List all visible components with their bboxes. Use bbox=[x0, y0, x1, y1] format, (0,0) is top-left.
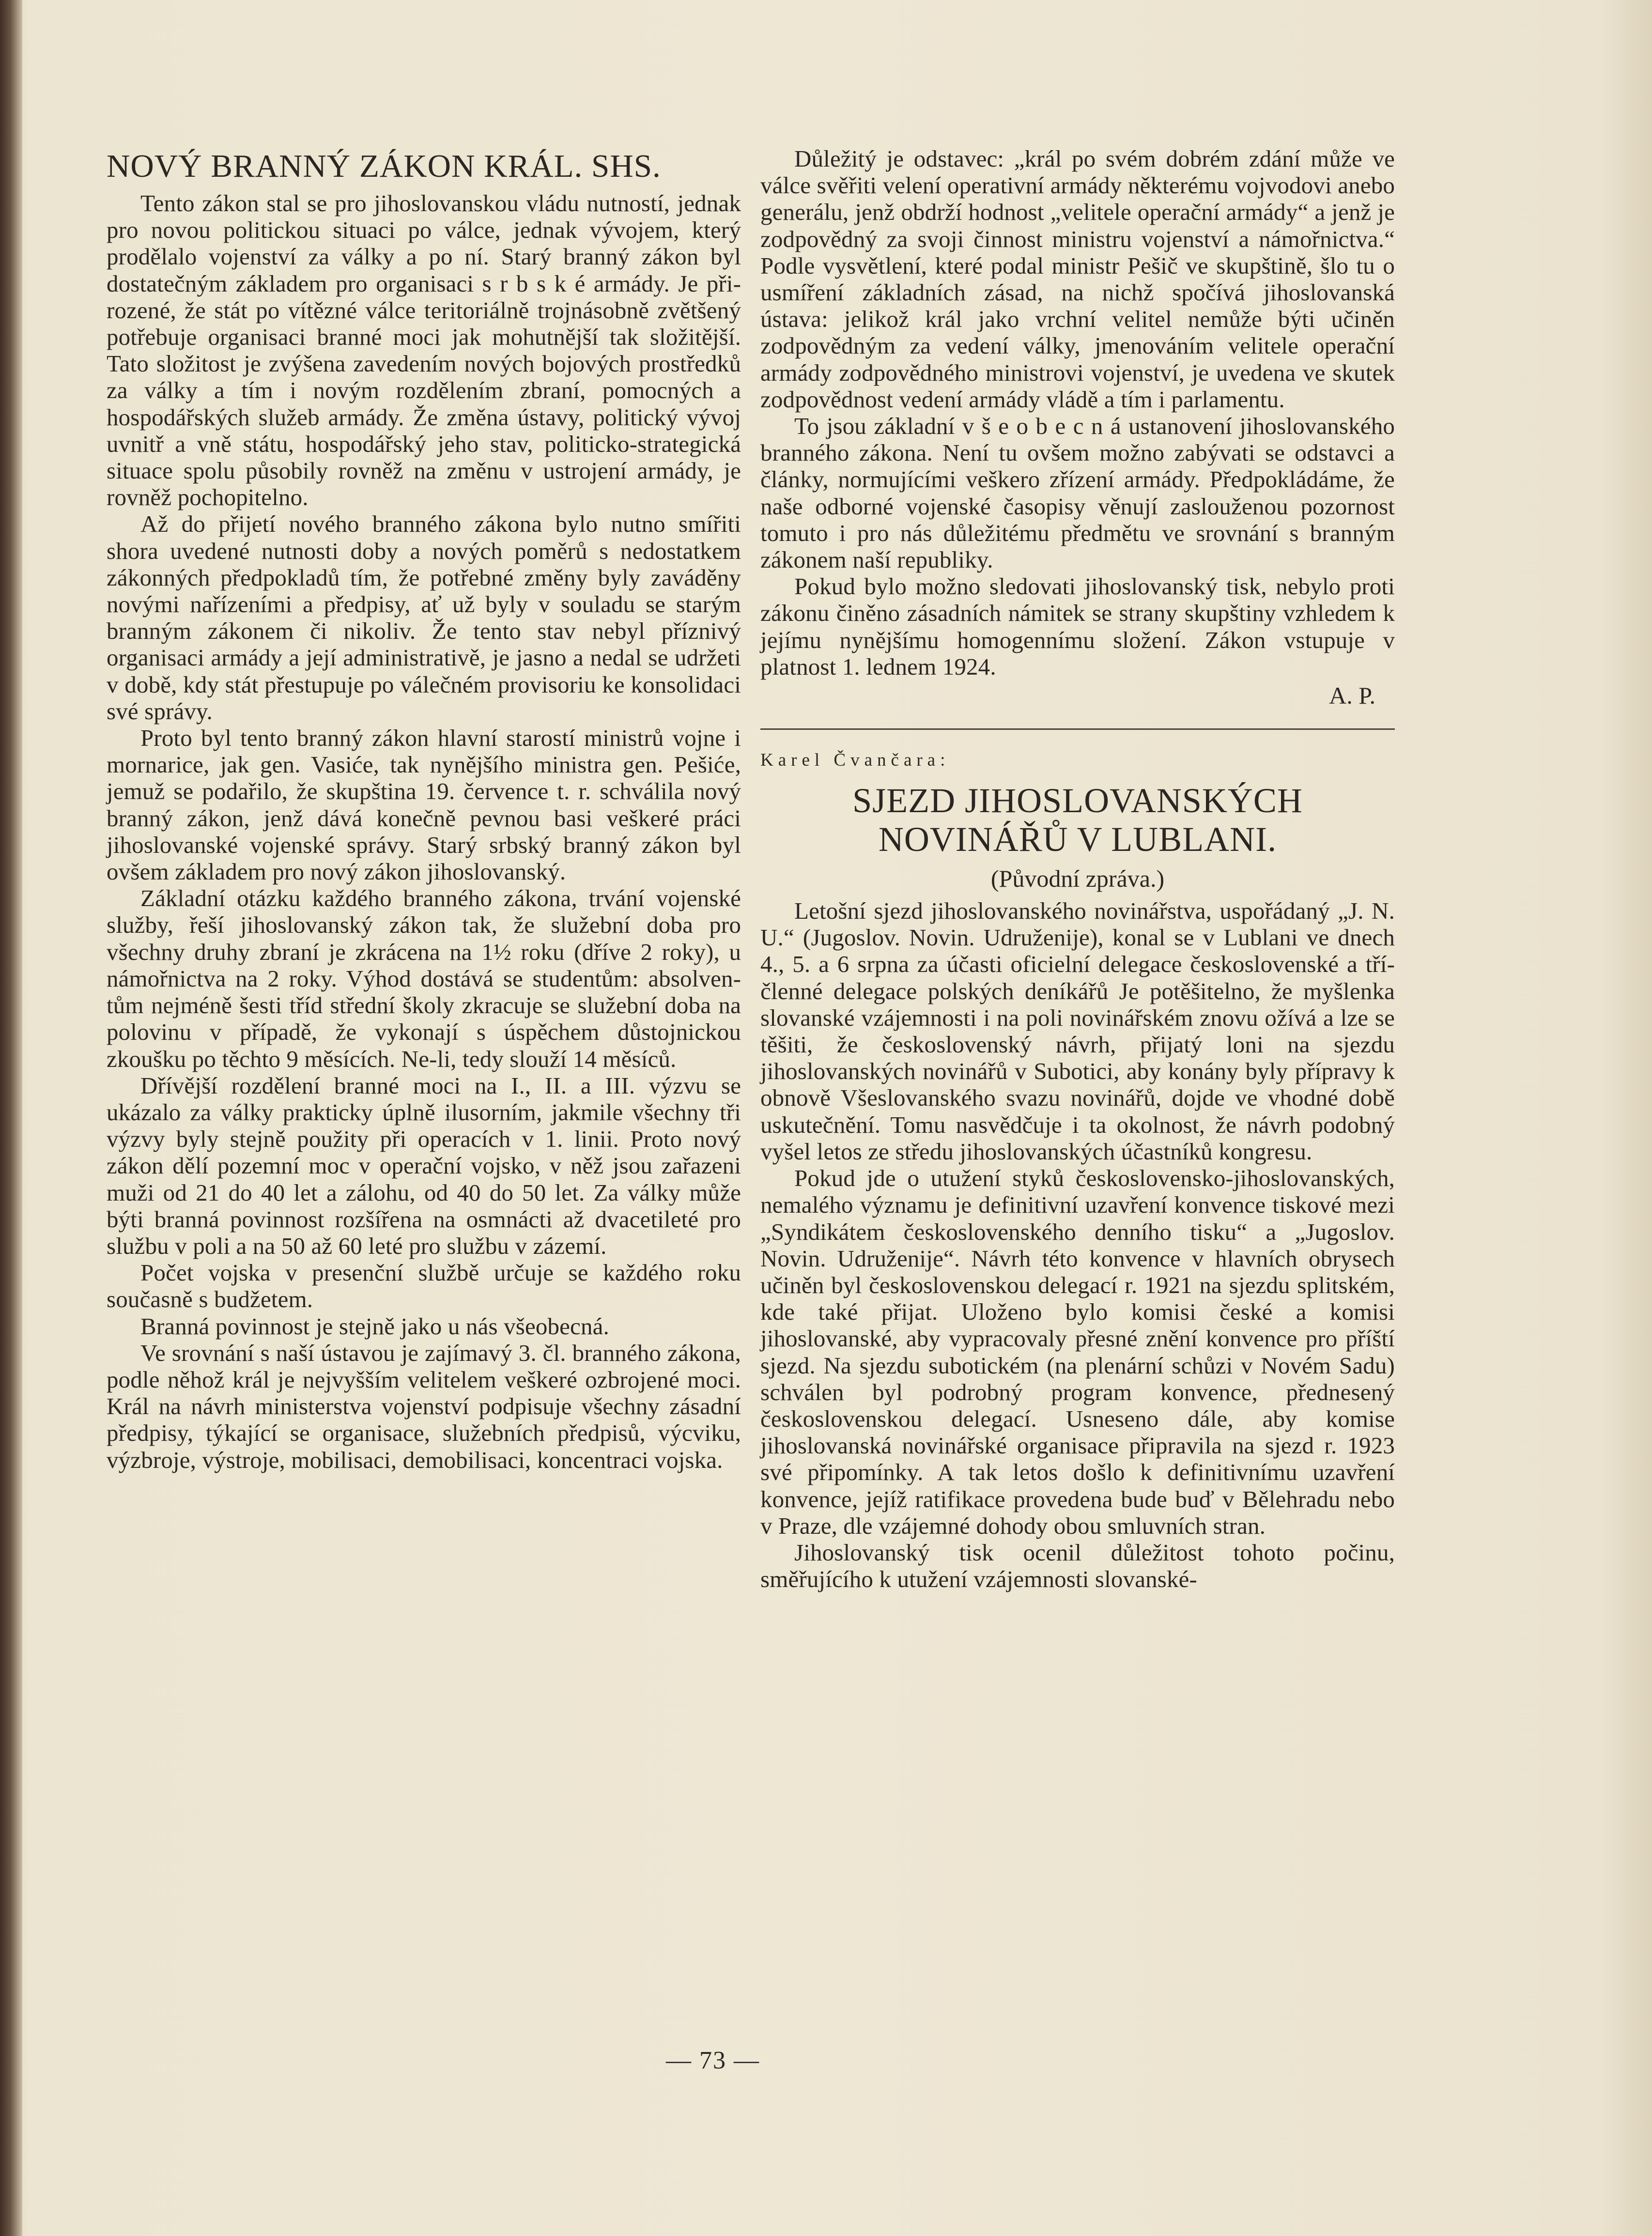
paragraph: Jihoslovanský tisk ocenil důležitost tohoto počinu, směřujícího k utužení vzájemnosti slovanské- bbox=[760, 1539, 1395, 1593]
paragraph: Branná povinnost je stejně jako u nás všeobecná. bbox=[140, 1312, 609, 1340]
article-title-line-1: SJEZD JIHOSLOVANSKÝCH bbox=[852, 781, 1303, 820]
paragraph: Až do přijetí nového branného zákona bylo nutno smířiti shora uvedené nutnosti doby a nových poměrů s nedostatkem zákonných předpokladů tím, že potřebné změny byly zaváděny novými nařízeními a předpisy, ať už byly v souladu se starým branným zákonem či nikoliv. Že tento stav nebyl příznivý organisaci armády a její administrativě, je jasno a nedal se udržeti v době, kdy stát přestupuje po válečném provisoriu ke konsolidaci své správy. bbox=[107, 510, 741, 725]
paragraph: To jsou základní v š e o b e c n á ustanovení jihoslovanského branného zákona. Není tu ovšem možno zabývati se odstavci a články, normujícími veškero zřízení armády. Předpokládáme, že naše odborné vojenské časopisy věnují zaslouženou pozornost tomuto i pro nás důležitému předmětu ve srovnání s branným zákonem naší republiky. bbox=[760, 413, 1395, 573]
section-divider bbox=[760, 728, 1395, 730]
paragraph: Proto byl tento branný zákon hlavní starostí ministrů vojne i mornarice, jak gen. Vasiće, tak nynějšího ministra gen. Pešiće, jemuž se podařilo, že skupština 19. července t. r. schválila nový branný zákon, jenž dává konečně pevnou basi veškeré práci jihoslovanské vojenské správy. Starý srbský branný zákon byl ovšem základem pro nový zákon jihoslovanský. bbox=[107, 725, 741, 885]
paragraph: Počet vojska v presenční službě určuje se každého roku současně s budžetem. bbox=[107, 1259, 741, 1313]
book-binding-edge bbox=[0, 0, 22, 2236]
article-title-line-2: NOVINÁŘŮ V LUBLANI. bbox=[878, 820, 1277, 859]
paragraph: Ve srovnání s naší ústavou je zajímavý 3. čl. branného zákona, podle něhož král je nejvyšším velitelem veškeré ozbrojené moci. Král na návrh ministerstva vojenství podpisuje všechny zásadní předpisy, týkající se organisace, služebních předpisů, výcviku, výzbroje, výstroje, mobilisaci, demobilisaci, koncentraci vojska. bbox=[107, 1339, 741, 1473]
article-heading-branny-zakon: NOVÝ BRANNÝ ZÁKON KRÁL. SHS. bbox=[107, 148, 661, 184]
right-column bbox=[760, 145, 1395, 1592]
paragraph: Letošní sjezd jihoslovanského novinářstva, uspořádaný „J. N. U.“ (Jugoslov. Novin. Udruženije), konal se v Lublani ve dnech 4., 5. a 6 srpna za účasti oficielní delegace československé a tříčlenné delegace polských deníkářů Je potěšitelno, že myšlenka slovanské vzájemnosti i na poli novinářském znovu ožívá a lze se těšiti, že československý návrh, přijatý loni na sjezdu jihoslovanských novinářů v Subotici, aby konány byly přípravy k obnově Všeslovanského svazu novinářů, dojde ve vhodné době uskutečnění. Tomu nasvědčuje i ta okolnost, že návrh podobný vyšel letos ze středu jihoslovanských účastníků kongresu. bbox=[760, 897, 1395, 1165]
paragraph: Základní otázku každého branného zákona, trvání vojenské služby, řeší jihoslovanský zákon tak, že služební doba pro všechny druhy zbraní je zkrácena na 1½ roku (dříve 2 roky), u námořnictva na 2 roky. Výhod dostává se studentům: absolventům nejméně šesti tříd střední školy zkracuje se služební doba na polovinu v případě, že vykonají s úspěchem důstojnickou zkoušku po těchto 9 měsících. Ne-li, tedy slouží 14 měsíců. bbox=[107, 885, 741, 1072]
article-subtitle: (Původní zpráva.) bbox=[990, 865, 1165, 893]
paragraph: Tento zákon stal se pro jihoslovanskou vládu nutností, jednak pro novou politickou situaci po válce, jednak vývojem, který prodělalo vojenství za války a po ní. Starý branný zákon byl dostatečným základem pro organisaci s r b s k é armády. Je přirozené, že stát po vítězné válce teritoriálně trojnásobně zvětšený potřebuje organisaci branné moci jak mohutnější tak složitější. Tato složitost je zvýšena zavedením nových bojových prostředků za války a tím i novým rozdělením zbraní, pomocných a hospodářských služeb armády. Že změna ústavy, politický vývoj uvnitř a vně státu, hospodářský jeho stav, politicko-strategická situace spolu působily rovněž na změnu v ustrojení armády, je rovněž pochopitelno. bbox=[107, 190, 741, 511]
page-number: — 73 — bbox=[666, 2047, 760, 2074]
author-byline: Karel Čvančara: bbox=[760, 750, 950, 771]
paragraph: Pokud jde o utužení styků československo-jihoslovanských, nemalého významu je definitivní uzavření konvence tiskové mezi „Syndikátem československého denního tisku“ a „Jugoslov. Novin. Udruženije“. Návrh této konvence v hlavních obrysech učiněn byl československou delegací r. 1921 na sjezdu splitském, kde také přijat. Uloženo bylo komisi české a komisi jihoslovanské, aby vypracovaly přesné znění konvence pro příští sjezd. Na sjezdu subotickém (na plenární schůzi v Novém Sadu) schválen byl podrobný program konvence, přednesený československou delegací. Usneseno dále, aby komise jihoslovanská novinářské organisace připravila na sjezd r. 1923 své připomínky. A tak letos došlo k definitivnímu uzavření konvence, jejíž ratifikace provedena bude buď v Bělehradu nebo v Praze, dle vzájemné dohody obou smluvních stran. bbox=[760, 1165, 1395, 1539]
paragraph: Pokud bylo možno sledovati jihoslovanský tisk, nebylo proti zákonu činěno zásadních námitek se strany skupštiny vzhledem k jejímu nynějšímu homogennímu složení. Zákon vstupuje v platnost 1. lednem 1924. bbox=[760, 573, 1395, 680]
left-column bbox=[107, 145, 741, 1473]
signature-initials: A. P. bbox=[1329, 682, 1375, 709]
paragraph: Dřívější rozdělení branné moci na I., II. a III. výzvu se ukázalo za války prakticky úplně ilusorním, jakmile všechny tři výzvy byly stejně použity při operacích v 1. linii. Proto nový zákon dělí pozemní moc v operační vojsko, v něž jsou zařazeni muži od 21 do 40 let a zálohu, od 40 do 50 let. Za války může býti branná povinnost rozšířena na osmnácti až dvacetileté pro službu v poli a na 50 až 60 leté pro službu v zázemí. bbox=[107, 1072, 741, 1259]
paragraph: Důležitý je odstavec: „král po svém dobrém zdání může ve válce svěřiti velení operativní armády některému vojvodovi anebo generálu, jenž obdrží hodnost „velitele operační armády“ a jenž je zodpovědný za svoji činnost ministru vojenství a námořnictva.“ Podle vysvětlení, které podal ministr Pešič ve skupštině, šlo tu o usmíření základních zásad, na nichž spočívá jihoslovanská ústava: jelikož král jako vrchní velitel nemůže býti učiněn zodpovědným za vedení války, jmenováním velitele operační armády zodpovědného ministrovi vojenství, je uvedena ve skutek zodpovědnost vedení armády vládě a tím i parlamentu. bbox=[760, 145, 1395, 413]
